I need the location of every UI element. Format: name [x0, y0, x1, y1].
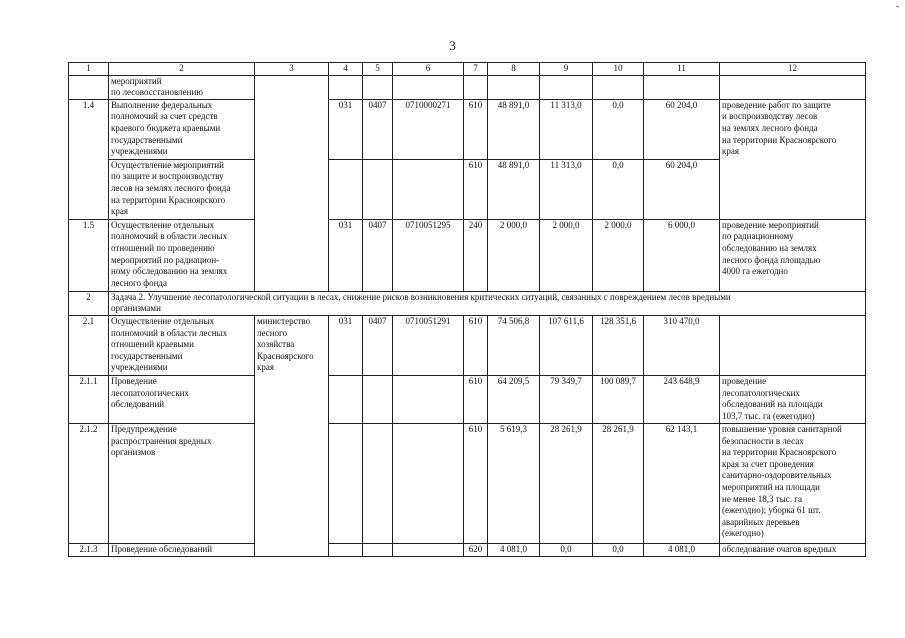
amount-year3: 2 000,0	[593, 219, 644, 291]
corner-mark: -	[896, 1, 899, 11]
amount-total: 62 143,1	[644, 423, 720, 543]
amount-year2: 2 000,0	[540, 219, 593, 291]
expense-code: 610	[464, 99, 488, 159]
measure-name: мероприятий по лесовосстановлению	[109, 75, 255, 99]
amount-year3: 128 351,6	[593, 315, 644, 375]
amount-year1: 2 000,0	[488, 219, 540, 291]
row-number: 2	[69, 291, 109, 315]
section-code: 0407	[363, 315, 393, 375]
amount-year2: 11 313,0	[540, 99, 593, 159]
amount-year2: 107 611,6	[540, 315, 593, 375]
col-header: 1	[69, 63, 109, 76]
row-number: 2.1.1	[69, 375, 109, 423]
measure-name: Осуществление мероприятий по защите и воспроизводству лесов на землях лесного фонда на территории Красноярского края	[109, 159, 255, 219]
row-number: 1.5	[69, 219, 109, 291]
row-number: 2.1.2	[69, 423, 109, 543]
measure-name: Проведение лесопатологических обследований	[109, 375, 255, 423]
task-row	[69, 291, 866, 315]
col-header: 7	[464, 63, 488, 76]
table-row	[69, 219, 866, 291]
expected-result: проведение работ по защите и воспроизводству лесов на землях лесного фонда на территории Красноярского края	[720, 99, 866, 219]
col-header: 8	[488, 63, 540, 76]
amount-year1: 74 506,8	[488, 315, 540, 375]
table-row	[69, 315, 866, 375]
amount-total: 4 081,0	[644, 543, 720, 556]
target-code: 0710000271	[393, 99, 464, 159]
task-title: Задача 2. Улучшение лесопатологической ситуации в лесах, снижение рисков возникновения критических ситуаций, связанных с повреждением лесов вредными организмами	[109, 291, 866, 315]
header-row	[69, 63, 866, 76]
table-row	[69, 99, 866, 159]
amount-year1: 48 891,0	[488, 159, 540, 219]
measure-name: Осуществление отдельных полномочий в области лесных отношений по проведению мероприятий по радиацион- ному обследованию на землях лесного фонда	[109, 219, 255, 291]
amount-year3: 0,0	[593, 99, 644, 159]
table-row	[69, 543, 866, 556]
expected-result: обследование очагов вредных	[720, 543, 866, 556]
amount-year3: 0,0	[593, 159, 644, 219]
table-row	[69, 375, 866, 423]
col-header: 12	[720, 63, 866, 76]
expense-code: 240	[464, 219, 488, 291]
amount-year2: 79 349,7	[540, 375, 593, 423]
amount-total: 6 000,0	[644, 219, 720, 291]
col-header: 9	[540, 63, 593, 76]
amount-year1: 48 891,0	[488, 99, 540, 159]
program-measures-table	[68, 62, 866, 557]
amount-year1: 5 619,3	[488, 423, 540, 543]
executor-cell	[255, 75, 329, 291]
amount-year3: 0,0	[593, 543, 644, 556]
grbs-code: 031	[329, 315, 363, 375]
measure-name: Выполнение федеральных полномочий за счет средств краевого бюджета краевыми государственными учреждениями	[109, 99, 255, 159]
section-code: 0407	[363, 219, 393, 291]
expense-code: 610	[464, 315, 488, 375]
expense-code: 610	[464, 159, 488, 219]
col-header: 6	[393, 63, 464, 76]
col-header: 10	[593, 63, 644, 76]
row-number: 2.1.3	[69, 543, 109, 556]
row-number: 1.4	[69, 99, 109, 219]
measure-name: Предупреждение распространения вредных организмов	[109, 423, 255, 543]
target-code: 0710051295	[393, 219, 464, 291]
expected-result: проведение мероприятий по радиационному обследованию на землях лесного фонда площадью 4000 га ежегодно	[720, 219, 866, 291]
amount-total: 60 204,0	[644, 159, 720, 219]
expected-result: повышение уровня санитарной безопасности в лесах на территории Красноярского края за счет проведения санитарно-оздоровительных мероприятий на площади не менее 18,3 тыс. га (ежегодно); уборка 61 шт. аварийных деревьев (ежегодно)	[720, 423, 866, 543]
table-row	[69, 423, 866, 543]
expense-code: 620	[464, 543, 488, 556]
table-row	[69, 75, 866, 99]
grbs-code: 031	[329, 219, 363, 291]
amount-total: 310 470,0	[644, 315, 720, 375]
col-header: 5	[363, 63, 393, 76]
amount-year1: 64 209,5	[488, 375, 540, 423]
grbs-code: 031	[329, 99, 363, 159]
col-header: 11	[644, 63, 720, 76]
col-header: 3	[255, 63, 329, 76]
amount-year2: 11 313,0	[540, 159, 593, 219]
expected-result: проведение лесопатологических обследований на площади 103,7 тыс. га (ежегодно)	[720, 375, 866, 423]
amount-year3: 28 261,9	[593, 423, 644, 543]
col-header: 2	[109, 63, 255, 76]
page-number: 3	[449, 38, 456, 53]
executor-cell: министерство лесного хозяйства Красноярского края	[255, 315, 329, 556]
target-code: 0710051291	[393, 315, 464, 375]
amount-year2: 0,0	[540, 543, 593, 556]
measure-name: Осуществление отдельных полномочий в области лесных отношений краевыми государственными учреждениями	[109, 315, 255, 375]
expense-code: 610	[464, 375, 488, 423]
measure-name: Проведение обследований	[109, 543, 255, 556]
section-code: 0407	[363, 99, 393, 159]
amount-total: 243 648,9	[644, 375, 720, 423]
amount-year3: 100 089,7	[593, 375, 644, 423]
row-number: 2.1	[69, 315, 109, 375]
expense-code: 610	[464, 423, 488, 543]
amount-year2: 28 261,9	[540, 423, 593, 543]
amount-year1: 4 081,0	[488, 543, 540, 556]
col-header: 4	[329, 63, 363, 76]
amount-total: 60 204,0	[644, 99, 720, 159]
